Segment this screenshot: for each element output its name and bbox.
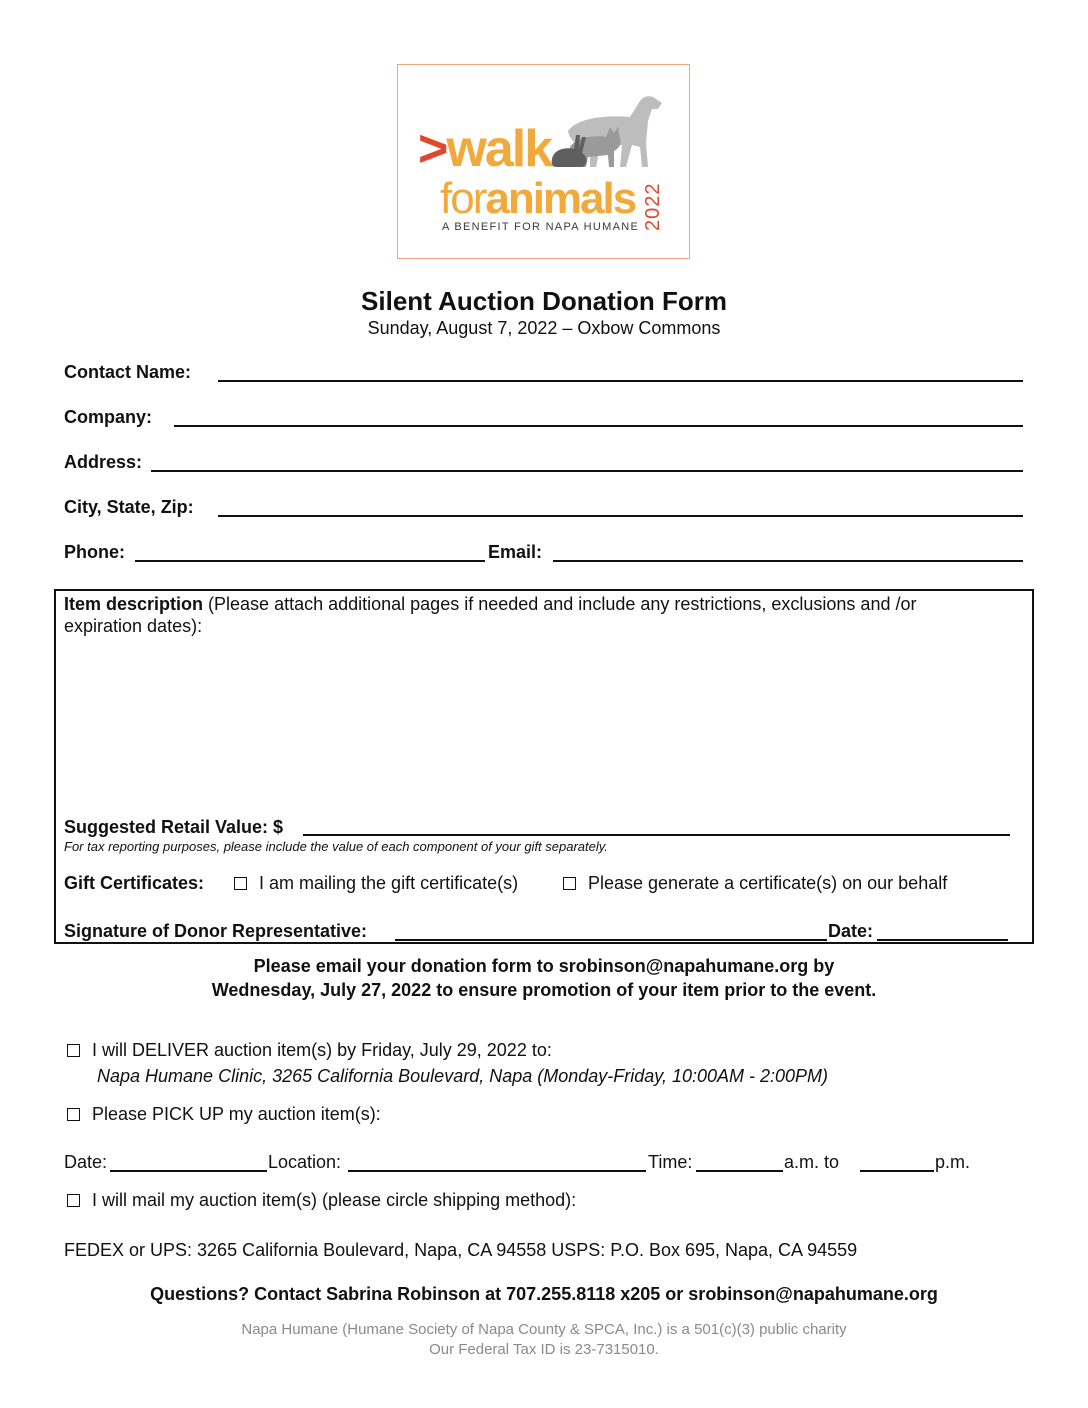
pickup-location-label: Location: [268, 1152, 342, 1172]
footer-charity-note: Napa Humane (Humane Society of Napa County & SPCA, Inc.) is a 501(c)(3) public charity [241, 1321, 847, 1338]
email-label: Email: [488, 542, 543, 562]
pickup-pm-label: p.m. [935, 1152, 971, 1172]
email-notice-line1: Please email your donation form to srobinson@napahumane.org by [253, 956, 835, 976]
retail-value-field[interactable] [303, 834, 1010, 836]
pickup-date-label: Date: [64, 1152, 108, 1172]
gift-option-mailing[interactable]: I am mailing the gift certificate(s) [234, 873, 518, 894]
address-label: Address: [64, 452, 143, 472]
pickup-option[interactable]: Please PICK UP my auction item(s): [67, 1104, 381, 1125]
pickup-time-start-field[interactable] [696, 1170, 783, 1172]
item-description-note-line2: expiration dates): [64, 616, 203, 636]
shipping-addresses: FEDEX or UPS: 3265 California Boulevard, Napa, CA 94558 USPS: P.O. Box 695, Napa, CA 94559 [64, 1240, 858, 1260]
footer-tax-id: Our Federal Tax ID is 23-7315010. [429, 1341, 659, 1358]
item-description-header [64, 594, 916, 615]
signature-date-label: Date: [828, 921, 874, 941]
pickup-location-field[interactable] [348, 1170, 646, 1172]
tax-note: For tax reporting purposes, please include the value of each component of your gift separately. [64, 839, 608, 854]
deliver-option[interactable]: I will DELIVER auction item(s) by Friday, July 29, 2022 to: [67, 1040, 552, 1061]
city-state-zip-field[interactable] [218, 515, 1023, 517]
checkbox-icon[interactable] [563, 877, 576, 890]
item-description-area[interactable] [64, 642, 1019, 802]
checkbox-icon[interactable] [67, 1108, 80, 1121]
pickup-time-label: Time: [648, 1152, 693, 1172]
event-logo [397, 64, 690, 259]
logo-walk-text: >walk [418, 120, 552, 178]
checkbox-icon[interactable] [234, 877, 247, 890]
mail-option[interactable]: I will mail my auction item(s) (please circle shipping method): [67, 1190, 576, 1211]
checkbox-icon[interactable] [67, 1044, 80, 1057]
page-subtitle: Sunday, August 7, 2022 – Oxbow Commons [367, 318, 721, 338]
checkbox-icon[interactable] [67, 1194, 80, 1207]
contact-name-field[interactable] [218, 380, 1023, 382]
gift-option-generate[interactable]: Please generate a certificate(s) on our behalf [563, 873, 947, 894]
signature-label: Signature of Donor Representative: [64, 921, 368, 941]
logo-tagline: A BENEFIT FOR NAPA HUMANE [442, 221, 640, 233]
deliver-address: Napa Humane Clinic, 3265 California Boulevard, Napa (Monday-Friday, 10:00AM - 2:00PM) [97, 1066, 829, 1086]
signature-field[interactable] [395, 939, 827, 941]
address-field[interactable] [151, 470, 1023, 472]
email-notice-line2: Wednesday, July 27, 2022 to ensure promotion of your item prior to the event. [211, 980, 877, 1000]
company-label: Company: [64, 407, 153, 427]
questions-contact: Questions? Contact Sabrina Robinson at 707.255.8118 x205 or srobinson@napahumane.org [150, 1284, 938, 1304]
gift-certificates-label: Gift Certificates: [64, 873, 205, 893]
pickup-am-to-label: a.m. to [784, 1152, 840, 1172]
city-state-zip-label: City, State, Zip: [64, 497, 194, 517]
logo-for-animals-text: foranimals [440, 174, 636, 223]
contact-name-label: Contact Name: [64, 362, 192, 382]
phone-field[interactable] [135, 560, 485, 562]
phone-label: Phone: [64, 542, 125, 562]
email-field[interactable] [553, 560, 1023, 562]
logo-year: 2022 [642, 182, 664, 231]
page-title: Silent Auction Donation Form [361, 286, 727, 316]
company-field[interactable] [174, 425, 1023, 427]
retail-value-label: Suggested Retail Value: $ [64, 817, 284, 837]
pickup-time-end-field[interactable] [860, 1170, 934, 1172]
item-description-note: (Please attach additional pages if needed and include any restrictions, exclusions and /or [203, 594, 917, 614]
item-description-label: Item description [64, 594, 204, 614]
signature-date-field[interactable] [877, 939, 1008, 941]
pickup-date-field[interactable] [110, 1170, 267, 1172]
